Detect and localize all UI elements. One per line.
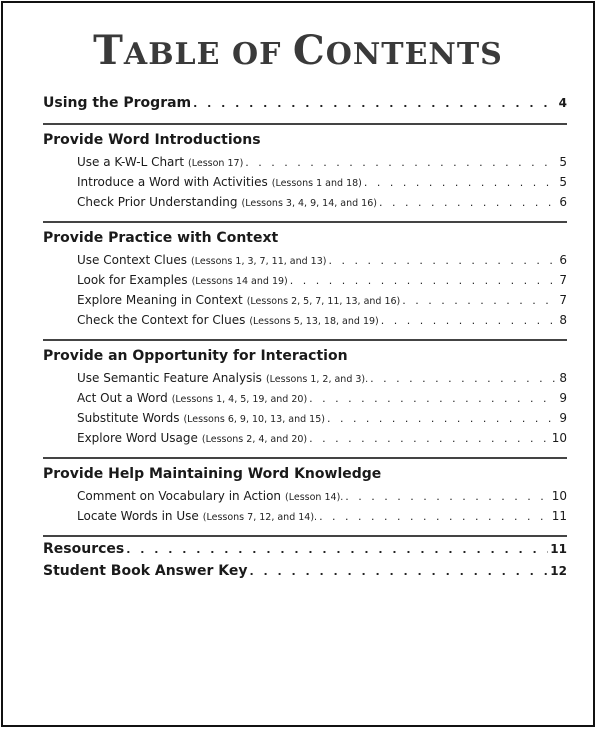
entry-page: 6	[559, 253, 567, 267]
entry-label: Student Book Answer Key	[43, 563, 248, 579]
entry-lessons: (Lessons 1 and 18)	[271, 178, 362, 189]
toc-entry[interactable]	[43, 253, 567, 273]
section-divider	[43, 339, 567, 341]
entry-page: 7	[559, 293, 567, 307]
leader-dots	[309, 392, 557, 405]
entry-lessons: (Lessons 1, 4, 5, 19, and 20)	[171, 394, 308, 405]
toc-section	[43, 339, 567, 451]
entry-lessons: (Lesson 17)	[188, 158, 244, 169]
toc-entry[interactable]	[43, 175, 567, 195]
title-rest: ABLE OF	[123, 37, 293, 72]
entry-lessons: (Lessons 2, 4, and 20)	[201, 434, 308, 445]
toc-section	[43, 457, 567, 529]
entry-page: 9	[559, 391, 567, 405]
toc-entry[interactable]	[43, 489, 567, 509]
leader-dots	[319, 510, 550, 523]
entry-label: Comment on Vocabulary in Action	[77, 489, 282, 503]
entry-lessons: (Lessons 1, 3, 7, 11, and 13)	[191, 256, 327, 267]
entry-label: Explore Meaning in Context	[77, 293, 243, 307]
toc-entry-using-program[interactable]	[43, 95, 567, 117]
leader-dots	[381, 314, 558, 327]
leader-dots	[290, 274, 558, 287]
entry-label: Check Prior Understanding	[77, 195, 238, 209]
toc-entry[interactable]	[43, 371, 567, 391]
section-divider	[43, 123, 567, 125]
entry-page: 8	[559, 313, 567, 327]
entry-page: 11	[551, 509, 567, 523]
entry-page: 11	[550, 542, 567, 556]
entry-label: Introduce a Word with Activities	[77, 175, 268, 189]
entry-lessons: (Lessons 14 and 19)	[191, 276, 288, 287]
page-title	[3, 27, 593, 74]
toc-list	[43, 95, 567, 585]
toc-entry[interactable]	[43, 155, 567, 175]
toc-section	[43, 221, 567, 333]
entry-page: 9	[559, 411, 567, 425]
leader-dots	[364, 176, 557, 189]
section-heading: Provide an Opportunity for Interaction	[43, 348, 348, 364]
entry-label: Act Out a Word	[77, 391, 168, 405]
toc-page	[1, 1, 595, 727]
toc-entry[interactable]	[43, 195, 567, 215]
entry-page: 5	[559, 155, 567, 169]
toc-entry-resources[interactable]	[43, 541, 567, 563]
leader-dots	[345, 490, 549, 503]
toc-section	[43, 123, 567, 215]
entry-label: Locate Words in Use	[77, 509, 199, 523]
section-heading: Provide Word Introductions	[43, 132, 261, 148]
entry-page: 5	[559, 175, 567, 189]
entry-label: Check the Context for Clues	[77, 313, 246, 327]
entry-lessons: (Lessons 7, 12, and 14).	[202, 512, 318, 523]
toc-entry[interactable]	[43, 391, 567, 411]
entry-label: Use a K-W-L Chart	[77, 155, 185, 169]
title-cap: C	[292, 27, 326, 74]
entry-lessons: (Lessons 2, 5, 7, 11, 13, and 16)	[246, 296, 401, 307]
leader-dots	[249, 565, 548, 578]
entry-page: 4	[558, 96, 567, 110]
section-divider	[43, 535, 567, 537]
leader-dots	[379, 196, 557, 209]
section-heading: Provide Help Maintaining Word Knowledge	[43, 466, 382, 482]
toc-entry[interactable]	[43, 293, 567, 313]
entry-lessons: (Lessons 1, 2, and 3).	[265, 374, 369, 385]
entry-lessons: (Lessons 3, 4, 9, 14, and 16)	[241, 198, 377, 209]
leader-dots	[309, 432, 550, 445]
toc-entry[interactable]	[43, 509, 567, 529]
entry-label: Substitute Words	[77, 411, 180, 425]
leader-dots	[193, 97, 557, 110]
leader-dots	[370, 372, 557, 385]
toc-entry[interactable]	[43, 431, 567, 451]
leader-dots	[245, 156, 557, 169]
toc-entry-answer-key[interactable]	[43, 563, 567, 585]
leader-dots	[327, 412, 557, 425]
title-rest: ONTENTS	[325, 37, 503, 72]
toc-entry[interactable]	[43, 273, 567, 293]
entry-label: Explore Word Usage	[77, 431, 198, 445]
entry-page: 7	[559, 273, 567, 287]
entry-page: 6	[559, 195, 567, 209]
entry-lessons: (Lessons 5, 13, 18, and 19)	[249, 316, 379, 327]
title-cap: T	[93, 27, 124, 74]
entry-label: Using the Program	[43, 95, 192, 111]
entry-label: Use Semantic Feature Analysis	[77, 371, 262, 385]
section-heading: Provide Practice with Context	[43, 230, 279, 246]
leader-dots	[126, 543, 548, 556]
toc-entry[interactable]	[43, 313, 567, 333]
entry-page: 10	[551, 431, 567, 445]
entry-page: 8	[559, 371, 567, 385]
entry-label: Look for Examples	[77, 273, 188, 287]
section-divider	[43, 221, 567, 223]
entry-label: Resources	[43, 541, 125, 557]
entry-lessons: (Lessons 6, 9, 10, 13, and 15)	[183, 414, 325, 425]
entry-page: 10	[551, 489, 567, 503]
entry-lessons: (Lesson 14).	[285, 492, 344, 503]
entry-label: Use Context Clues	[77, 253, 188, 267]
leader-dots	[328, 254, 557, 267]
toc-entry[interactable]	[43, 411, 567, 431]
entry-page: 12	[550, 564, 567, 578]
leader-dots	[402, 294, 557, 307]
section-divider	[43, 457, 567, 459]
